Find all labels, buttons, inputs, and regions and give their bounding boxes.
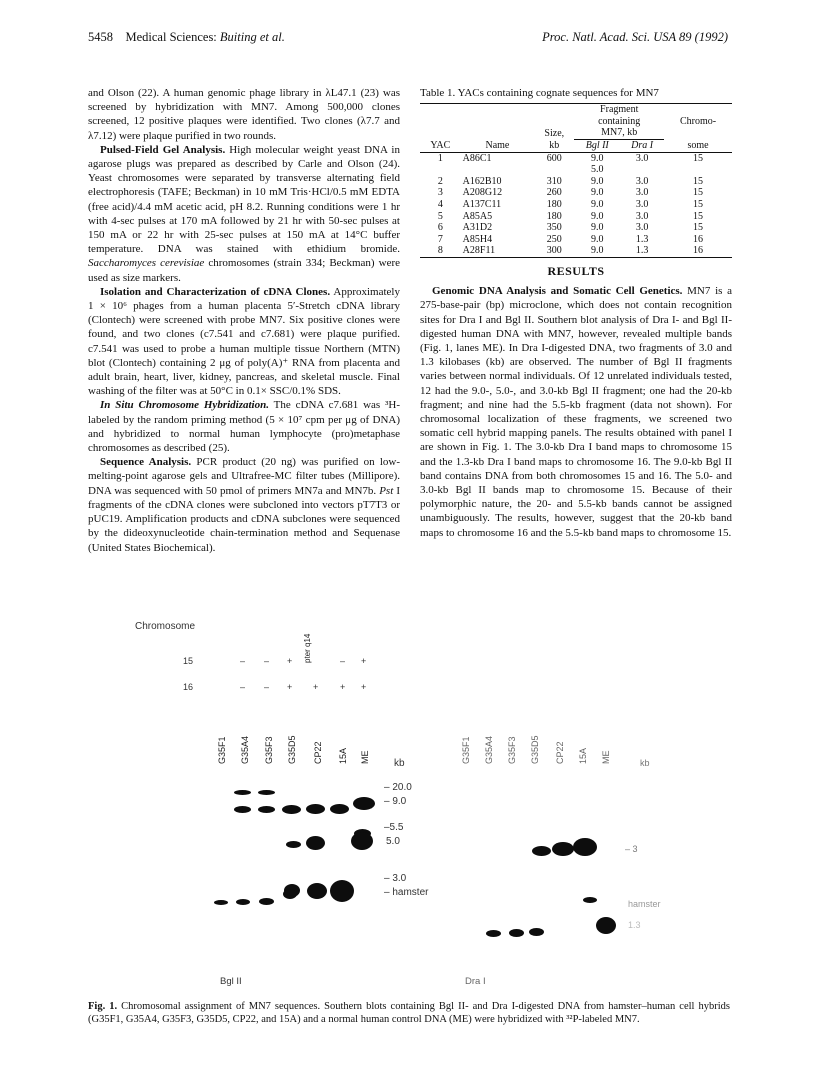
results-body: MN7 is a 275-base-pair (bp) microclone, which does not contain recognition sites for Dra I and Bgl II. Southern blot analysis of Dra I- and Bgl II-digested human DNA with MN7, however, revealed multiple bands (Fig. 1, lanes ME). In Dra I-digested DNA, two fragments of 3.0 and 1.3 kilobases (kb) are observed. The number of Bgl II fragments varies between normal individuals. Of 12 unrelated individuals tested, 12 had the 9.0-, 5.0-, and 3.0-kb Bgl II fragment; one had the 20-kb fragment; and nine had the 5.5-kb fragment (data not shown). For chromosomal localization of these fragments, we screened two somatic cell hybrid mapping panels. The results obtained with panel I are shown in Fig. 1. The 3.0-kb Dra I band maps to chromosome 15 and the 1.3-kb Dra I band maps to chromosome 16. The 9.0-kb Bgl II band contains DNA from both chromosomes 15 and 16. The 5.0- and 3.0-kb Bgl II bands map to chromosome 15. Because of their polymorphic nature, the 20- and 5.5-kb bands cannot be assigned unambiguously. The results, however, suggest that the 20-kb band maps to chromosome 16 and the 5.5-kb band maps to chromosome 15.	[420, 285, 733, 539]
cell-name: A137C11	[462, 198, 502, 210]
blot-band	[532, 846, 551, 856]
bgl-panel-label: Bgl II	[220, 976, 242, 987]
row-label-15: 15	[183, 656, 194, 666]
blot-band	[214, 900, 228, 905]
cell-bgl: 9.0	[591, 245, 604, 257]
lane-label: CP22	[555, 741, 565, 764]
blot-band	[234, 790, 251, 795]
blot-band	[307, 883, 327, 899]
sequence-body: PCR product (20 ng) was purified on low-melting-point agarose gels and Ultrafree-MC filter tubes (Millipore). DNA was sequenced with 50 pmol of primers MN7a and MN7b.	[88, 456, 400, 497]
table-row	[420, 152, 732, 164]
cell-dra: 3.0	[635, 210, 649, 222]
cell-dra: 1.3	[635, 233, 649, 245]
running-header-left	[88, 30, 285, 45]
pst-enzyme: Pst	[379, 484, 394, 497]
in-situ-body: The cDNA c7.681 was ³H-labeled by the random priming method (5 × 10⁷ cpm per μg of DNA) and hybridized to normal human lymphocyte (pro)metaphase chromosomes as described (25).	[88, 399, 400, 455]
cell-yac: 8	[437, 245, 443, 257]
cell-bgl: 9.0	[591, 152, 604, 164]
blot-band	[486, 930, 501, 937]
blot-band	[282, 805, 301, 814]
lane-label: G35A4	[240, 735, 250, 764]
size-label: – 20.0	[384, 782, 412, 793]
right-hamster-label: hamster	[628, 899, 661, 909]
blot-band	[236, 899, 250, 905]
pter-label: pter q14	[303, 633, 312, 663]
cell-dra: 3.0	[635, 222, 649, 234]
th-bgl: Bgl II	[585, 139, 609, 151]
lane-label: G35F3	[507, 736, 517, 764]
cell-yac: 2	[437, 175, 443, 187]
blot-band	[330, 880, 354, 902]
blot-band	[330, 804, 349, 814]
cell-dra: 3.0	[635, 187, 649, 199]
row15-mark: –	[240, 656, 246, 666]
author-list: Buiting et al.	[219, 30, 285, 44]
table-caption: Table 1. YACs containing cognate sequences for MN7	[420, 87, 659, 99]
cell-yac: 7	[437, 233, 443, 245]
caption-text: Chromosomal assignment of MN7 sequences. Southern blots containing Bgl II- and Dra I-digested DNA from hamster–human cell hybrids (G35F1, G35A4, G35F3, G35D5, CP22, and 15A) and a normal human control DNA (ME) were hybridized with ³²P-labeled MN7.	[88, 1001, 730, 1025]
subhead-in-situ: In Situ Chromosome Hybridization.	[100, 399, 269, 412]
table-row	[420, 245, 732, 257]
cell-yac: 3	[437, 187, 443, 199]
lane-label: G35A4	[484, 735, 494, 764]
size-label: – 3.0	[384, 873, 407, 884]
subhead-genomic: Genomic DNA Analysis and Somatic Cell Genetics.	[432, 285, 683, 298]
th-fragment: Fragment	[600, 104, 639, 116]
cell-name	[461, 164, 535, 176]
cell-name: A208G12	[462, 187, 503, 199]
left-column	[88, 86, 400, 555]
cell-bgl: 9.0	[591, 233, 604, 245]
cell-size: 250	[546, 233, 562, 245]
results-heading: RESULTS	[547, 263, 605, 278]
blot-band	[234, 806, 251, 813]
lane-label: ME	[360, 750, 370, 764]
lane-label: 15A	[578, 747, 588, 764]
cell-name: A31D2	[462, 222, 493, 234]
cell-chr: 16	[693, 245, 704, 257]
page-number: 5458	[88, 30, 113, 44]
cell-bgl: 9.0	[591, 175, 604, 187]
lane-label: G35F3	[264, 736, 274, 764]
isolation-body: Approximately 1 × 10⁶ phages from a human placenta 5′-Stretch cDNA library (Clontech) were screened with probe MN7. Six positive clones were found, and two clones (c7.541 and c7.681) were plaque purified. c7.541 was used to probe a human multiple tissue Northern (MTN) blot (Clontech) containing 2 μg of poly(A)⁺ RNA from placenta and adult brain, heart, liver, kidney, pancreas, and skeletal muscle. Final washing of the filter was at 50°C in 0.1× SSC/0.1% SDS.	[88, 285, 400, 398]
blot-band	[259, 898, 274, 905]
cell-yac	[420, 164, 461, 176]
cell-yac: 5	[437, 210, 443, 222]
blot-band	[283, 889, 297, 899]
pfg-body: High molecular weight yeast DNA in agarose plugs was prepared as described by Carle and Olson (24). Yeast chromosomes were separated by transverse alternating field electrophoresis (TAFE; Beckman) in 10 mM Tris·HCl/0.5 mM EDTA (free acid)/4.4 mM acetic acid, pH 8.2. Running conditions were 1 hr with 4-sec pulses at 170 mA followed by 21 hr with 50-sec pulses at 150 mA or 22 hr with 25-sec pulses at 150 mA at 14°C buffer temperature. DNA was stained with ethidium bromide.	[88, 143, 400, 256]
th-containing: containing	[598, 115, 641, 127]
yac-table	[420, 103, 732, 258]
row16-mark: +	[287, 682, 293, 692]
cell-size: 350	[546, 222, 562, 234]
th-yac: YAC	[430, 139, 451, 151]
lane-label: 15A	[338, 747, 348, 764]
cell-yac: 6	[437, 222, 443, 234]
pfg-tail: chromosomes (strain 334; Beckman) were used as size markers.	[88, 257, 400, 284]
cell-bgl: 9.0	[591, 198, 604, 210]
cell-bgl: 5.0	[591, 164, 604, 176]
cell-dra	[620, 164, 664, 176]
subhead-isolation: Isolation and Characterization of cDNA Clones.	[100, 285, 331, 298]
table-row	[420, 164, 732, 176]
subhead-sequence: Sequence Analysis.	[100, 456, 192, 469]
paragraph-pulsed-field	[88, 143, 400, 285]
paragraph-phage-library: and Olson (22). A human genomic phage library in λL47.1 (23) was screened by hybridization with MN7. Among 500,000 clones screened, 12 positive plaques were identified. Two clones (λ7.7 and λ7.12) were plaque purified in two rounds.	[88, 87, 400, 142]
lane-label: CP22	[313, 741, 323, 764]
th-dra: Dra I	[631, 139, 654, 151]
row16-mark: +	[361, 682, 367, 692]
row16-mark: –	[240, 682, 246, 692]
kb-label-left: kb	[394, 758, 405, 769]
row15-mark: +	[287, 656, 293, 666]
caption-fig: Fig. 1.	[88, 1001, 118, 1012]
blot-band	[351, 832, 373, 850]
cell-yac: 4	[437, 198, 443, 210]
right-13-label: 1.3	[628, 920, 641, 930]
cell-dra: 3.0	[635, 152, 649, 164]
blot-band	[258, 790, 275, 795]
table-row	[420, 222, 732, 234]
row15-mark: –	[340, 656, 346, 666]
row16-mark: +	[340, 682, 346, 692]
blot-band	[596, 917, 616, 934]
th-name: Name	[485, 139, 510, 151]
lane-label: G35F1	[217, 736, 227, 764]
th-size: Size,	[544, 127, 565, 139]
cell-size: 600	[546, 152, 562, 164]
th-size-unit: kb	[549, 139, 560, 151]
cell-chr	[664, 164, 732, 176]
cell-chr: 15	[693, 222, 704, 234]
cell-bgl: 9.0	[591, 187, 604, 199]
cell-size: 180	[546, 210, 562, 222]
blot-band	[286, 841, 301, 848]
chromosome-label: Chromosome	[135, 621, 196, 632]
species-name: Saccharomyces cerevisiae	[88, 257, 205, 270]
cell-dra: 3.0	[635, 175, 649, 187]
size-label: – 9.0	[384, 796, 407, 807]
table-row	[420, 187, 732, 199]
blot-band	[509, 929, 524, 937]
blot-band	[529, 928, 544, 936]
lane-label: G35D5	[530, 735, 540, 764]
row16-mark: +	[313, 682, 319, 692]
blot-band	[552, 842, 574, 856]
cell-chr: 15	[693, 175, 704, 187]
cell-size: 180	[546, 198, 562, 210]
row-label-16: 16	[183, 682, 194, 692]
paragraph-results	[420, 284, 732, 540]
cell-yac: 1	[437, 152, 443, 164]
figure-caption	[88, 1000, 730, 1026]
paragraph-isolation	[88, 285, 400, 399]
section-name: Medical Sciences:	[125, 30, 217, 44]
subhead-pulsed-field: Pulsed-Field Gel Analysis.	[100, 143, 226, 156]
table-row	[420, 211, 732, 223]
row16-mark: –	[264, 682, 270, 692]
blot-band	[306, 804, 325, 814]
cell-name: A28F11	[462, 245, 496, 257]
cell-chr: 16	[693, 233, 704, 245]
blot-band	[258, 806, 275, 813]
cell-chr: 15	[693, 152, 704, 164]
right-3kb-label: – 3	[625, 844, 638, 854]
blot-band	[353, 797, 375, 810]
paragraph-sequence	[88, 455, 400, 554]
paragraph-in-situ	[88, 398, 400, 455]
right-column	[420, 86, 732, 540]
blot-band	[573, 838, 597, 856]
cell-dra: 1.3	[635, 245, 649, 257]
cell-bgl: 9.0	[591, 222, 604, 234]
dra-panel-label: Dra I	[465, 976, 486, 987]
cell-name: A85A5	[462, 210, 493, 222]
journal-citation: Proc. Natl. Acad. Sci. USA 89 (1992)	[542, 30, 728, 44]
lane-label: ME	[601, 750, 611, 764]
table-row	[420, 176, 732, 188]
lane-label: G35F1	[461, 736, 471, 764]
row15-mark: +	[361, 656, 367, 666]
th-mn7kb: MN7, kb	[574, 127, 664, 139]
cell-size: 310	[546, 175, 562, 187]
row15-mark: –	[264, 656, 270, 666]
cell-name: A85H4	[462, 233, 493, 245]
size-label: 5.0	[386, 836, 400, 847]
blot-band	[583, 897, 597, 903]
sequence-tail: I fragments of the cDNA clones were subcloned into vectors pT7T3 or pUC19. Amplification products and cDNA subclones were sequenced by the dideoxynucleotide chain-termination method and Sequenase (United States Biochemical).	[88, 484, 400, 554]
blot-band	[306, 836, 325, 850]
cell-size	[534, 164, 574, 176]
th-some: some	[687, 139, 709, 151]
cell-name: A86C1	[462, 152, 492, 164]
table-row	[420, 199, 732, 211]
cell-chr: 15	[693, 210, 704, 222]
cell-name: A162B10	[462, 175, 502, 187]
cell-size: 300	[546, 245, 562, 257]
lane-label: G35D5	[287, 735, 297, 764]
table-row	[420, 234, 732, 246]
th-chromo: Chromo-	[679, 115, 717, 127]
size-label: –5.5	[384, 822, 404, 833]
cell-chr: 15	[693, 187, 704, 199]
cell-chr: 15	[693, 198, 704, 210]
kb-label-right: kb	[640, 758, 650, 768]
cell-size: 260	[546, 187, 562, 199]
cell-bgl: 9.0	[591, 210, 604, 222]
cell-dra: 3.0	[635, 198, 649, 210]
size-label: – hamster	[384, 887, 429, 898]
